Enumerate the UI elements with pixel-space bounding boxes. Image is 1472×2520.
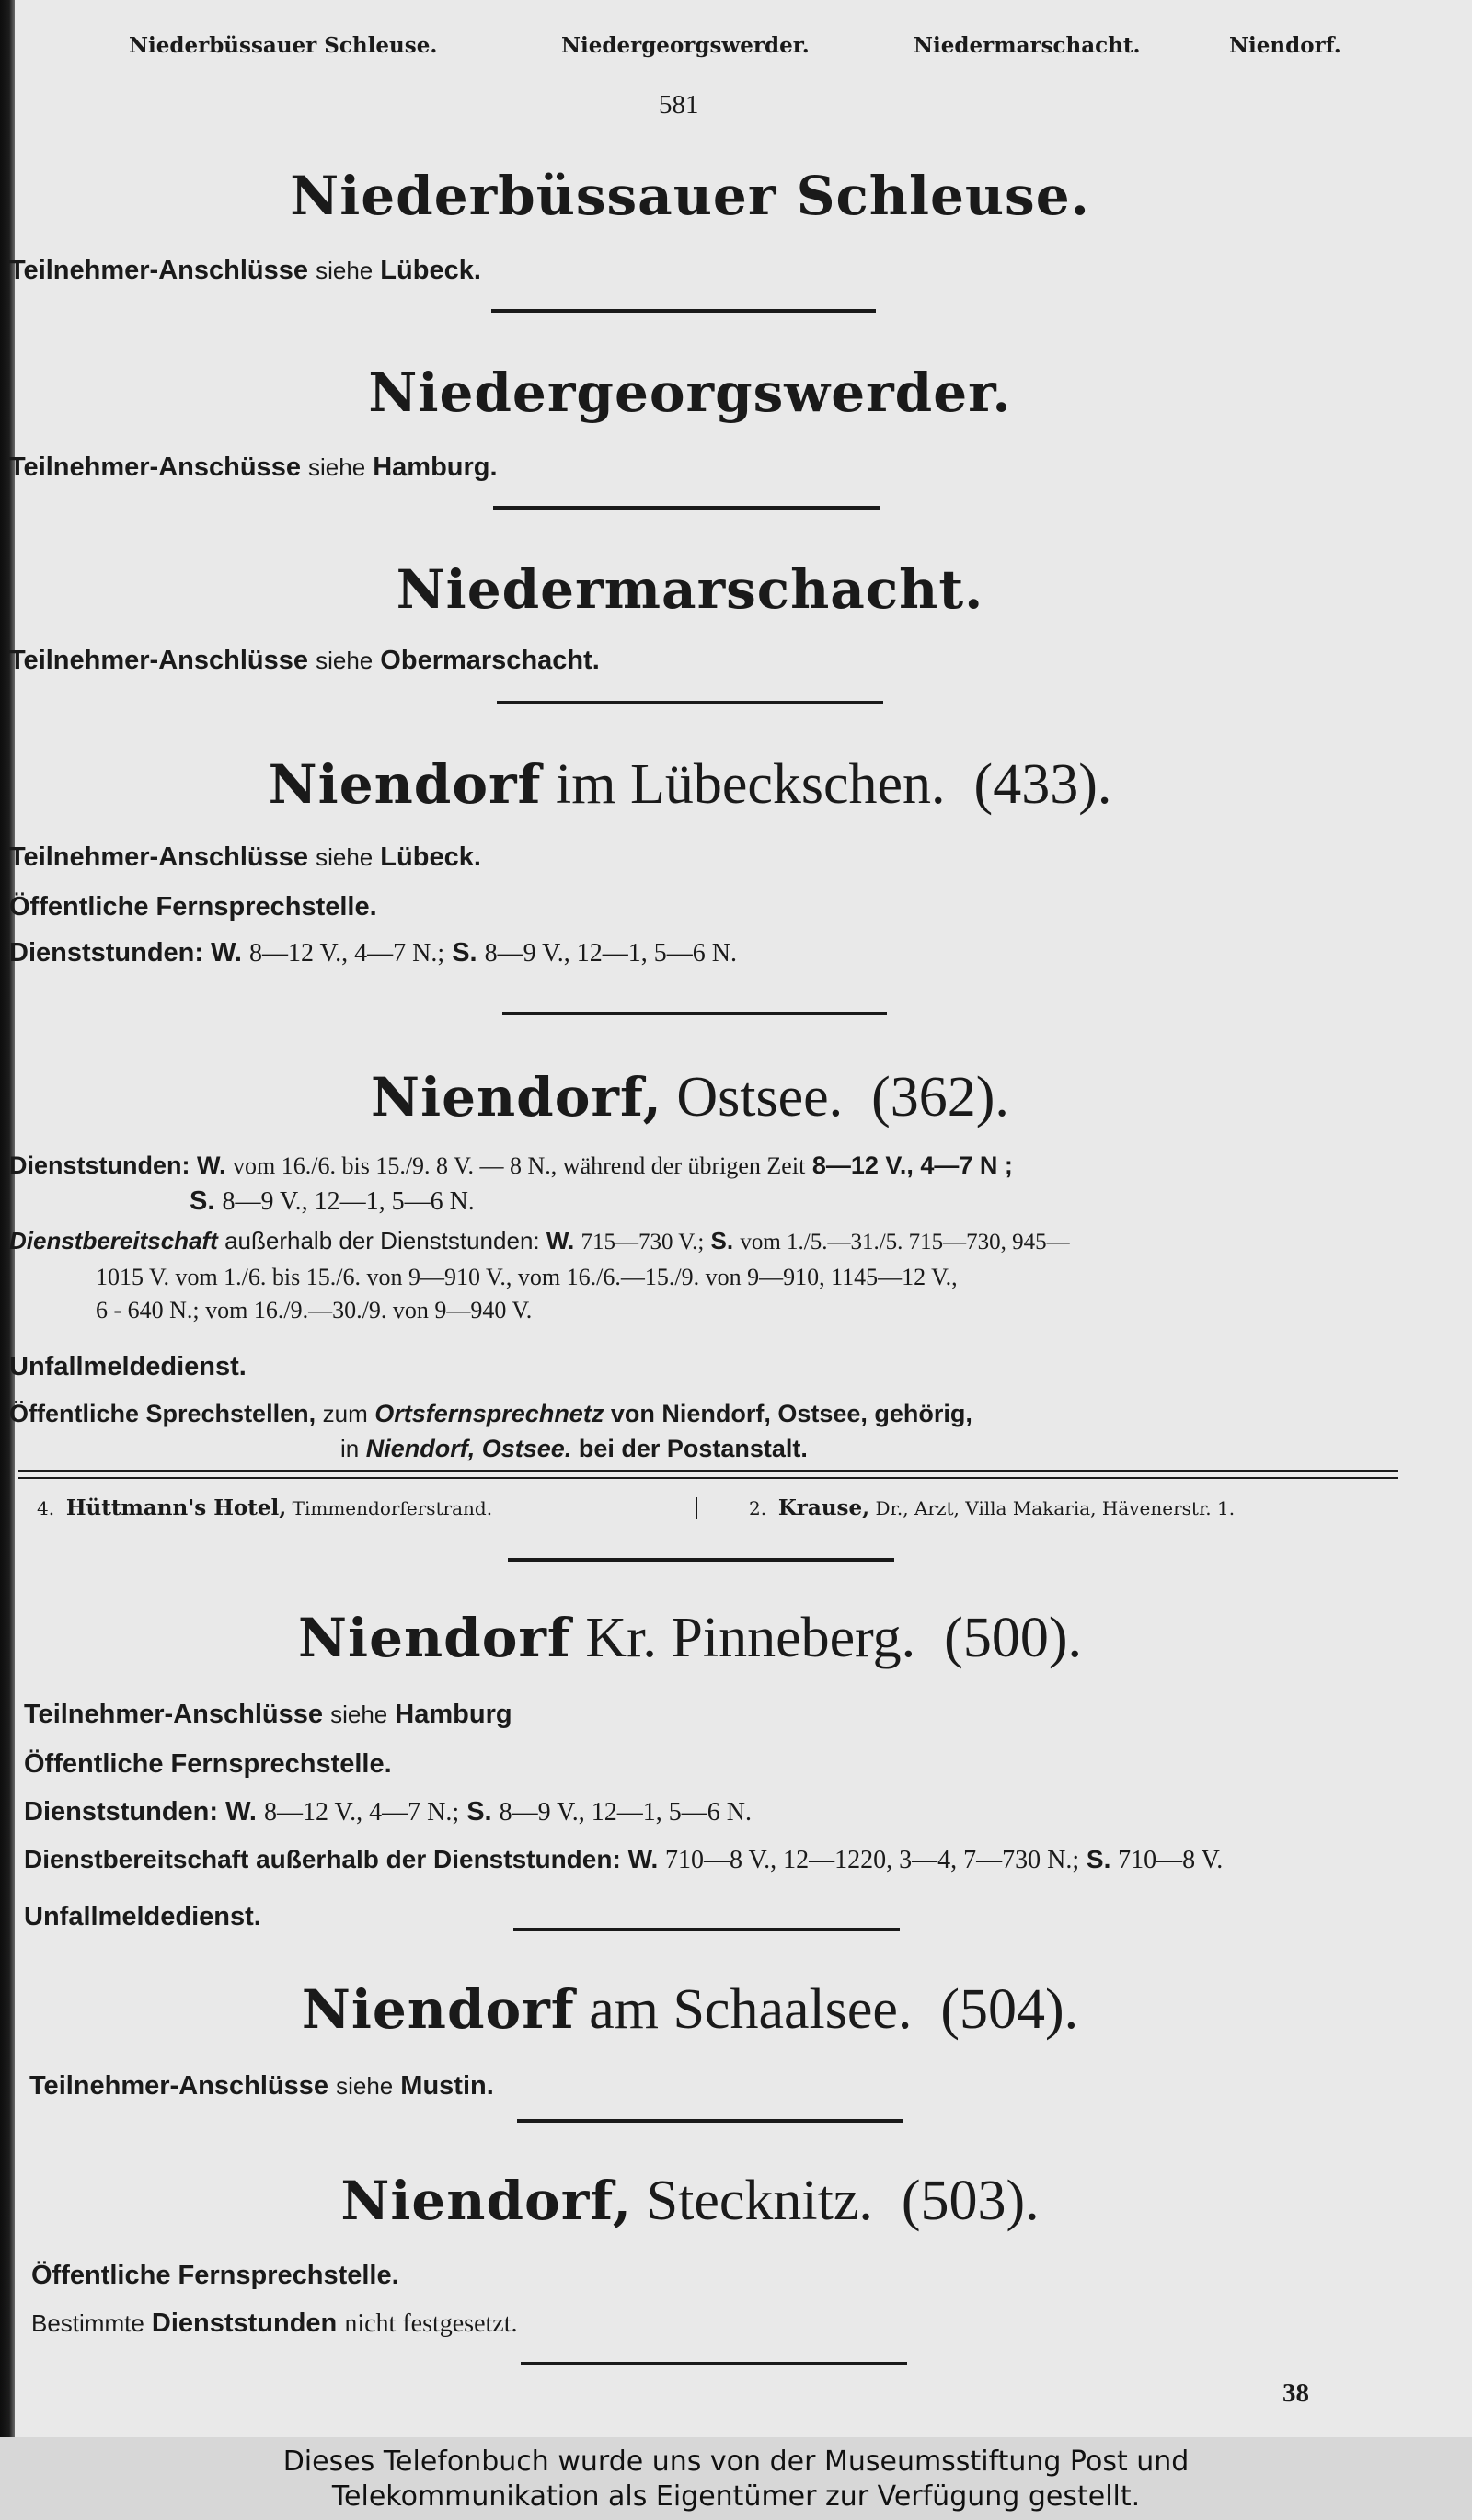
entry-line [9,1151,1013,1180]
ad-number: 2. [749,1497,767,1519]
hours: 1015 V. vom 1./6. bis 15./6. von 9—910 V., vom 16./6.—15./9. von 9—910, 1145—12 V., [96,1264,958,1290]
label: Teilnehmer-Anschlüsse [9,256,309,285]
place-qualifier: Stecknitz. [646,2170,873,2232]
hours: 8—12 V., 4—7 N.; [264,1798,460,1827]
page-number: 581 [659,90,699,120]
divider [513,1928,900,1931]
entry-title [0,1065,1380,1130]
running-head-4: Niendorf. [1229,33,1341,58]
ad-number: 4. [37,1497,55,1519]
label: Teilnehmer-Anschlüsse [29,2071,329,2101]
page-footer-number: 38 [1282,2378,1309,2408]
place-qualifier: Ostsee. [676,1066,844,1128]
reference: Lübeck. [380,842,481,872]
entry-line [9,452,498,483]
entry-line [24,1797,752,1827]
exchange-number: (504). [940,1978,1079,2041]
ad-detail: Timmendorferstrand. [292,1497,493,1519]
weekday-marker: W. [546,1227,575,1254]
entry-line [96,1262,958,1292]
sunday-marker: S. [466,1797,492,1827]
ad-detail: Dr., Arzt, Villa Makaria, Hävenerstr. 1. [875,1497,1236,1519]
weekday-marker: W. [627,1845,659,1873]
ad-separator [696,1497,697,1519]
weekday-marker: W. [211,938,242,968]
label: Teilnehmer-Anschlüsse [9,646,309,675]
place-qualifier: im Lübeckschen. [556,753,946,816]
place-name: Niendorf [301,1978,575,2041]
divider [521,2362,907,2365]
place-name: Niendorf [268,753,542,816]
ad-entry [749,1495,1235,1520]
label: Dienststunden: [24,1797,219,1827]
qualifier: nicht festgesetzt. [344,2309,518,2338]
entry-line [190,1186,475,1217]
entry-title [0,361,1380,426]
sunday-marker: S. [452,938,477,968]
hours: 8—9 V., 12—1, 5—6 N. [499,1798,752,1827]
label: Öffentliche Sprechstellen, [9,1400,316,1427]
entry-title [0,1606,1380,1671]
entry-line [9,646,600,676]
see: siehe [330,1701,388,1728]
label: Unfallmeldedienst. [24,1902,261,1931]
connector: in [340,1435,360,1462]
label-italic: Dienstbereitschaft [9,1227,218,1254]
divider [517,2119,903,2123]
reference: Mustin. [400,2071,494,2101]
hours-bold: 8—12 V., 4—7 N ; [811,1151,1013,1179]
place-qualifier: Kr. Pinneberg. [585,1607,916,1669]
entry-line [9,938,737,968]
place-qualifier: am Schaalsee. [589,1978,913,2041]
entry-line [24,1749,392,1780]
entry-line [9,1227,1070,1255]
exchange-number: (500). [944,1607,1082,1669]
entry-line [31,2261,399,2291]
entry-line [31,2308,518,2339]
label: Dienststunden: [9,938,204,968]
sunday-marker: S. [1086,1845,1111,1873]
credit-banner [0,2437,1472,2520]
hours: 8—9 V., 12—1, 5—6 N. [484,939,737,968]
exchange-number: (503). [901,2170,1040,2232]
reference: Hamburg. [373,452,498,482]
reference: Obermarschacht. [380,646,600,675]
double-rule-bottom [18,1477,1398,1479]
ad-name: Hüttmann's Hotel, [65,1495,287,1520]
divider [491,309,876,313]
reference: Lübeck. [380,256,481,285]
label: Unfallmeldedienst. [9,1352,247,1381]
label: Öffentliche Fernsprechstelle. [31,2261,399,2290]
hours: 710—8 V. [1118,1846,1224,1874]
see: siehe [336,2072,394,2100]
entry-line [9,1400,972,1428]
place-name: Niendorf [298,1607,571,1669]
entry-line [24,1700,512,1730]
see: siehe [308,453,366,481]
entry-line [9,256,481,286]
hours: 6 - 640 N.; vom 16./9.—30./9. von 9—940 V. [96,1297,533,1323]
network-name: Ortsfernsprechnetz [374,1400,604,1427]
entry-line [96,1295,532,1325]
hours: 715—730 V.; [581,1230,705,1254]
running-head-2: Niedergeorgswerder. [561,33,810,58]
qualifier: außerhalb der Dienststunden: [224,1227,540,1254]
connector: zum [322,1400,368,1427]
entry-title [0,557,1380,623]
see: siehe [316,257,374,284]
hours: 8—9 V., 12—1, 5—6 N. [222,1187,475,1216]
label: Öffentliche Fernsprechstelle. [24,1749,392,1779]
sunday-marker: S. [190,1186,215,1216]
running-head-1: Niederbüssauer Schleuse. [129,33,438,58]
label: Teilnehmer-Anschüsse [9,452,301,482]
location: Niendorf, Ostsee. [365,1435,572,1462]
label: Teilnehmer-Anschlüsse [24,1700,324,1729]
qualifier: Bestimmte [31,2309,144,2337]
sunday-marker: S. [710,1227,734,1254]
label: Dienststunden [151,2308,338,2338]
place-name: Niendorf, [340,2170,633,2232]
credit-line-1: Dieses Telefonbuch wurde uns von der Museumsstiftung Post und [282,2446,1190,2478]
exchange-number: (433). [973,753,1112,816]
hours: vom 16./6. bis 15./9. 8 V. — 8 N., während der übrigen Zeit [233,1152,806,1179]
entry-line [9,892,377,922]
entry-title [0,164,1380,229]
entry-line [29,2071,494,2102]
location: von Niendorf, Ostsee, gehörig, [610,1400,972,1427]
double-rule-top [18,1470,1398,1472]
running-head-3: Niedermarschacht. [914,33,1141,58]
label: Dienststunden: [9,1151,190,1179]
ad-name: Krause, [777,1495,870,1520]
hours: 710—8 V., 12—1220, 3—4, 7—730 N.; [665,1846,1080,1874]
see: siehe [316,843,374,871]
entry-title-text: Niederbüssauer Schleuse. [290,165,1090,227]
entry-title [0,2169,1380,2234]
hours: 8—12 V., 4—7 N.; [249,939,445,968]
label: Dienstbereitschaft außerhalb der Dienststunden: [24,1845,621,1873]
weekday-marker: W. [225,1797,257,1827]
entry-title-text: Niedermarschacht. [396,558,984,621]
label: Teilnehmer-Anschlüsse [9,842,309,872]
place-name: Niendorf, [371,1066,662,1128]
entry-title [0,752,1380,818]
ad-entry [37,1495,492,1520]
label: Öffentliche Fernsprechstelle. [9,892,377,922]
office: bei der Postanstalt. [578,1435,808,1462]
divider [493,506,880,510]
entry-line [9,1352,247,1382]
entry-line [340,1435,808,1463]
entry-line [9,842,481,873]
entry-line [24,1845,1223,1875]
reference: Hamburg [395,1700,512,1729]
divider [502,1012,887,1015]
entry-title-text: Niedergeorgswerder. [368,361,1012,424]
divider [497,701,883,704]
credit-line-2: Telekommunikation als Eigentümer zur Verfügung gestellt. [331,2480,1141,2513]
divider [508,1558,894,1562]
entry-line [24,1902,261,1932]
weekday-marker: W. [197,1151,226,1179]
hours: vom 1./5.—31./5. 715—730, 945— [740,1230,1070,1254]
entry-title [0,1977,1380,2043]
exchange-number: (362). [871,1066,1009,1128]
see: siehe [316,647,374,674]
